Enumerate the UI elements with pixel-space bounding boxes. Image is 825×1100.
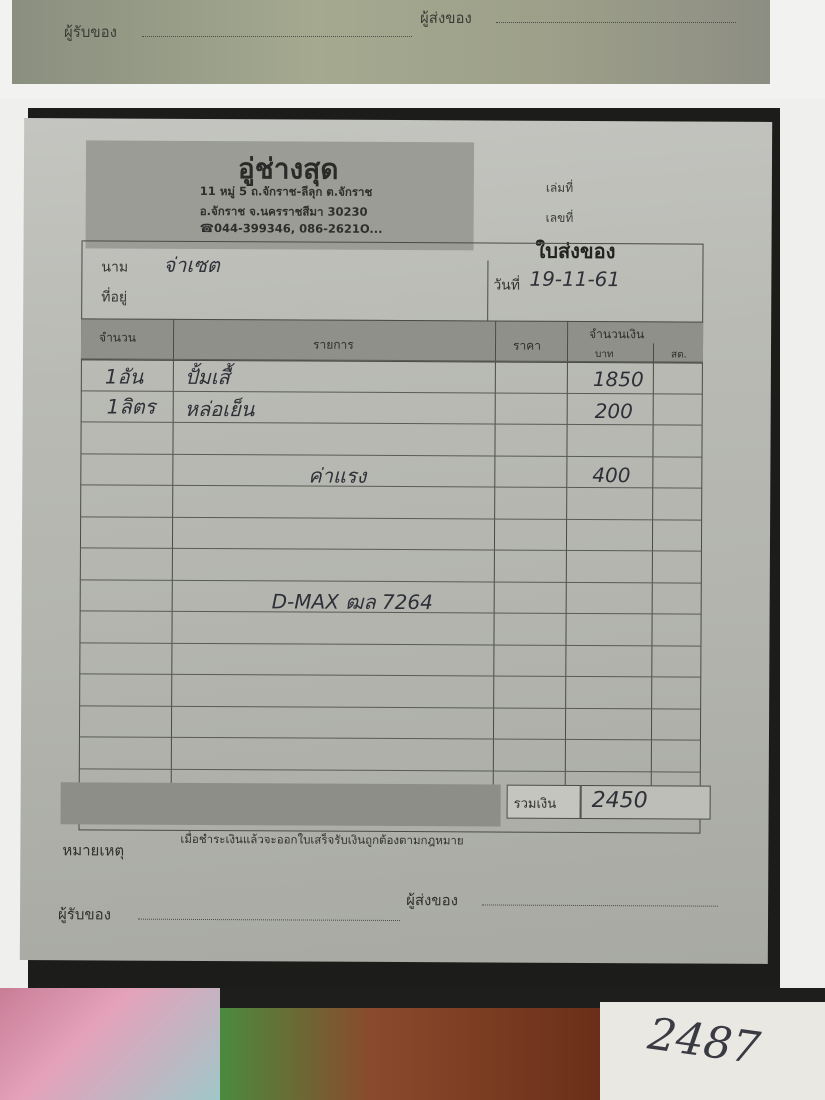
date-label: วันที่ — [493, 277, 521, 294]
total-value-box — [581, 785, 711, 820]
quantity-header: จำนวน — [99, 330, 137, 345]
date-value: 19-11-61 — [529, 266, 621, 292]
row2-quantity: 1ลิตร — [106, 394, 156, 419]
note-text: เมื่อชำระเงินแล้วจะออกใบเสร็จรับเงินถูกต้องตามกฎหมาย — [180, 831, 464, 848]
delivery-receipt — [20, 118, 772, 964]
address-label: ที่อยู่ — [101, 289, 128, 306]
row1-description: ปั้มเสื้ — [184, 364, 230, 390]
note-label: หมายเหตุ — [62, 841, 125, 860]
shop-name: อู่ช่างสุด — [237, 152, 339, 186]
table-bottom-band — [61, 782, 501, 826]
amount-header: จำนวนเงิน — [589, 327, 645, 342]
previous-receiver-line — [142, 36, 412, 37]
description-header: รายการ — [312, 337, 354, 352]
satang-header: สต. — [670, 349, 687, 361]
total-label: รวมเงิน — [513, 796, 557, 812]
previous-receipt-paper — [12, 0, 770, 84]
row1-quantity: 1อัน — [104, 364, 144, 389]
shop-phone: ☎044-399346, 086-2621O... — [199, 220, 383, 236]
previous-sender-label: ผู้ส่งของ — [420, 9, 472, 27]
previous-receipt-strip — [0, 0, 825, 98]
name-label: นาม — [101, 259, 129, 276]
book-number-label: เล่มที่ — [545, 180, 574, 195]
shop-address-line1: 11 หมู่ 5 ถ.จักราช-ลีลุก ต.จักราช — [199, 183, 373, 199]
previous-sender-line — [496, 22, 736, 23]
receiver-signature-line — [138, 919, 400, 921]
baht-header: บาท — [594, 349, 614, 361]
document-number-label: เลขที่ — [545, 210, 574, 225]
previous-receiver-label: ผู้รับของ — [64, 23, 117, 41]
bottom-left-photo — [0, 988, 220, 1100]
row2-amount: 200 — [594, 399, 633, 424]
receiver-label: ผู้รับของ — [57, 905, 112, 924]
bottom-handwriting: 2487 — [644, 1008, 763, 1075]
row1-amount: 1850 — [592, 367, 644, 392]
sender-label: ผู้ส่งของ — [406, 891, 459, 910]
document-title: ใบส่งของ — [535, 238, 616, 264]
shop-address-line2: อ.จักราช จ.นครราชสีมา 30230 — [199, 203, 368, 219]
total-value: 2450 — [591, 788, 648, 814]
price-header: ราคา — [512, 338, 542, 353]
row3-description: ค่าแรง — [308, 463, 367, 488]
row4-description: D-MAX ฒล 7264 — [271, 589, 433, 615]
row2-description: หล่อเย็น — [184, 396, 255, 422]
customer-name: จ่าเซต — [163, 252, 220, 278]
row3-amount: 400 — [592, 463, 631, 488]
bottom-middle-photo — [220, 1008, 600, 1100]
sender-signature-line — [482, 904, 718, 906]
total-label-box — [507, 785, 581, 819]
